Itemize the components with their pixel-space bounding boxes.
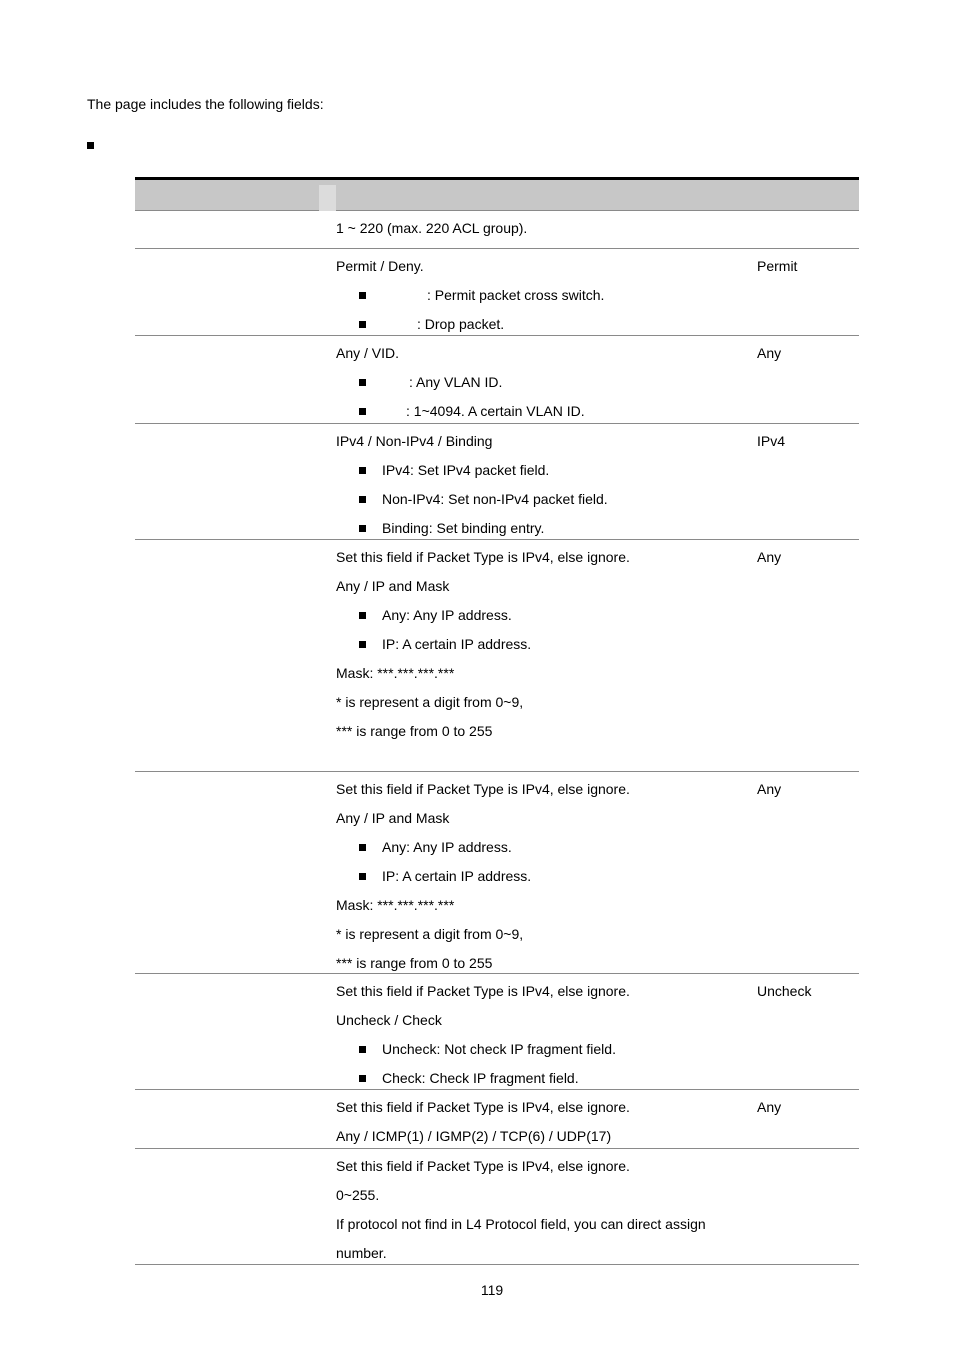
- line-text: Any: Any IP address.: [382, 607, 512, 623]
- bullet-item: [382, 607, 512, 624]
- default-value: Any: [757, 345, 782, 361]
- table-row: [135, 249, 859, 336]
- table-row: [135, 336, 859, 424]
- description-line: [336, 220, 527, 237]
- bullet-item: [382, 287, 604, 304]
- description-line: [336, 345, 399, 362]
- line-text: Set this field if Packet Type is IPv4, else ignore.: [336, 781, 630, 797]
- bullet-item: [382, 491, 608, 508]
- description-line: [336, 926, 523, 943]
- line-text: : Permit packet cross switch.: [427, 287, 605, 303]
- line-text: Any: Any IP address.: [382, 839, 512, 855]
- square-bullet-icon: [359, 612, 366, 619]
- description-line: [336, 781, 630, 798]
- description-line: [336, 258, 424, 275]
- square-bullet-icon: [359, 321, 366, 328]
- intro-text: The page includes the following fields:: [87, 96, 324, 112]
- line-text: Permit / Deny.: [336, 258, 424, 274]
- table-row: [135, 540, 859, 772]
- description-line: [336, 1099, 630, 1116]
- line-text: IP: A certain IP address.: [382, 868, 532, 884]
- line-text: 1 ~ 220 (max. 220 ACL group).: [336, 220, 528, 236]
- line-text: Any / VID.: [336, 345, 400, 361]
- description-line: [336, 1245, 387, 1262]
- fields-table: [135, 177, 859, 1265]
- line-text: Uncheck: Not check IP fragment field.: [382, 1041, 616, 1057]
- line-text: Mask: ***.***.***.***: [336, 665, 455, 681]
- table-body: [135, 211, 859, 1265]
- description-line: [336, 1128, 611, 1145]
- table-row: [135, 211, 859, 249]
- square-bullet-icon: [359, 1075, 366, 1082]
- square-bullet-icon: [359, 873, 366, 880]
- default-value: Any: [757, 549, 782, 565]
- line-text: Binding: Set binding entry.: [382, 520, 545, 536]
- description-line: [336, 897, 454, 914]
- line-text: 0~255.: [336, 1187, 380, 1203]
- line-text: IPv4: Set IPv4 packet field.: [382, 462, 550, 478]
- default-value: Permit: [757, 258, 798, 274]
- default-value: Any: [757, 781, 782, 797]
- square-bullet-icon: [359, 1046, 366, 1053]
- description-line: [336, 1187, 379, 1204]
- description-line: [336, 955, 492, 972]
- description-line: [336, 694, 523, 711]
- description-line: [336, 1216, 706, 1233]
- table-row: [135, 974, 859, 1090]
- default-value: Uncheck: [757, 983, 812, 999]
- table-row: [135, 772, 859, 974]
- line-text: Uncheck / Check: [336, 1012, 442, 1028]
- description-line: [336, 983, 630, 1000]
- square-bullet-icon: [359, 496, 366, 503]
- description-line: [336, 549, 630, 566]
- line-text: Set this field if Packet Type is IPv4, else ignore.: [336, 549, 630, 565]
- line-text: : Drop packet.: [417, 316, 505, 332]
- description-line: [336, 665, 454, 682]
- line-text: Set this field if Packet Type is IPv4, else ignore.: [336, 1099, 630, 1115]
- line-text: Any / IP and Mask: [336, 578, 450, 594]
- default-value: Any: [757, 1099, 782, 1115]
- line-text: *** is range from 0 to 255: [336, 955, 493, 971]
- line-text: IP: A certain IP address.: [382, 636, 532, 652]
- description-line: [336, 1158, 630, 1175]
- square-bullet-icon: [359, 292, 366, 299]
- line-text: Check: Check IP fragment field.: [382, 1070, 579, 1086]
- bullet-item: [382, 316, 504, 333]
- square-bullet-icon: [359, 641, 366, 648]
- section-bullet-icon: [87, 142, 94, 149]
- line-text: * is represent a digit from 0~9,: [336, 926, 524, 942]
- bullet-item: [382, 868, 531, 885]
- square-bullet-icon: [359, 844, 366, 851]
- bullet-item: [382, 839, 512, 856]
- line-text: : Any VLAN ID.: [409, 374, 503, 390]
- line-text: Mask: ***.***.***.***: [336, 897, 455, 913]
- description-line: [336, 723, 492, 740]
- line-text: * is represent a digit from 0~9,: [336, 694, 524, 710]
- line-text: *** is range from 0 to 255: [336, 723, 493, 739]
- line-text: number.: [336, 1245, 387, 1261]
- line-text: IPv4 / Non-IPv4 / Binding: [336, 433, 493, 449]
- description-line: [336, 1012, 442, 1029]
- bullet-item: [382, 1070, 579, 1087]
- header-column-separator: [319, 185, 336, 211]
- line-text: Set this field if Packet Type is IPv4, else ignore.: [336, 1158, 630, 1174]
- line-text: Any / ICMP(1) / IGMP(2) / TCP(6) / UDP(17): [336, 1128, 612, 1144]
- square-bullet-icon: [359, 467, 366, 474]
- table-header: [135, 177, 859, 211]
- description-line: [336, 433, 492, 450]
- bullet-item: [382, 462, 549, 479]
- line-text: Set this field if Packet Type is IPv4, else ignore.: [336, 983, 630, 999]
- table-row: [135, 1149, 859, 1265]
- bullet-item: [382, 520, 544, 537]
- bullet-item: [382, 1041, 616, 1058]
- line-text: If protocol not find in L4 Protocol field, you can direct assign: [336, 1216, 706, 1232]
- description-line: [336, 810, 449, 827]
- description-line: [336, 578, 449, 595]
- bullet-item: [382, 403, 585, 420]
- line-text: Any / IP and Mask: [336, 810, 450, 826]
- line-text: : 1~4094. A certain VLAN ID.: [406, 403, 585, 419]
- page-number: 119: [480, 1282, 504, 1298]
- square-bullet-icon: [359, 379, 366, 386]
- default-value: IPv4: [757, 433, 786, 449]
- square-bullet-icon: [359, 408, 366, 415]
- bullet-item: [382, 374, 502, 391]
- square-bullet-icon: [359, 525, 366, 532]
- line-text: Non-IPv4: Set non-IPv4 packet field.: [382, 491, 608, 507]
- bullet-item: [382, 636, 531, 653]
- table-row: [135, 424, 859, 540]
- table-row: [135, 1090, 859, 1149]
